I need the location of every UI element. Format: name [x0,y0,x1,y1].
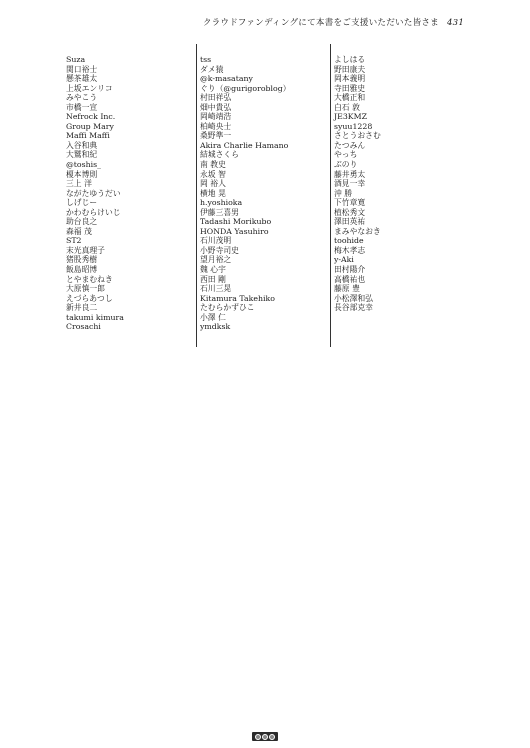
supporter-name: 澤田英祐 [334,217,366,227]
supporter-name: 永坂 智 [200,169,226,179]
supporter-name: 懸茶雄太 [66,74,98,84]
supporter-column-2 [200,55,291,332]
supporter-name: syuu1228 [334,121,373,131]
supporter-name: 助台良之 [66,217,98,227]
supporter-name: 横地 晃 [200,188,226,198]
supporter-name: 新井良二 [66,303,98,313]
supporter-name: @toshis_ [66,160,102,170]
supporter-name: JE3KMZ [334,112,368,122]
supporter-name: 榎本博則 [66,169,98,179]
supporter-name: えづらあつし [66,293,113,303]
supporter-name: しげじー [66,198,98,208]
supporter-name: さとうおさむ [334,131,381,141]
supporter-name: 岡本義明 [334,74,366,84]
supporter-name: h.yoshioka [200,198,243,208]
header-title: クラウドファンディングにて本書をご支援いただいた皆さま [202,18,439,28]
supporter-name: 藤井勇太 [334,169,366,179]
supporter-name: 岡 裕人 [200,179,226,189]
supporter-name: かわむらけいじ [66,207,121,217]
supporter-name: tss [200,55,212,64]
supporter-name: 結城さくら [200,150,239,160]
supporter-name: 田村陽介 [334,265,366,275]
supporter-name: 大鷲和紀 [66,150,98,160]
supporter-name: 西田 剛 [200,274,226,284]
supporter-name: toohide [334,236,364,246]
supporter-name: HONDA Yasuhiro [200,226,269,236]
supporter-name: 梅木孝志 [334,245,366,255]
column-divider [330,44,331,347]
supporter-name: 伊藤三喜男 [200,207,239,217]
creative-commons-license-icon [252,732,278,741]
supporter-name: 下竹章寛 [334,198,366,208]
supporter-name: Kitamura Takehiko [200,293,275,303]
supporter-name: よしはる [334,55,366,64]
supporter-name: 三上 洋 [66,179,92,189]
supporter-name: 石川茂明 [200,236,232,246]
supporter-name: やっち [334,150,358,160]
supporter-name: たつみん [334,140,366,150]
supporter-name: 野田康夫 [334,64,366,74]
supporter-name: y-Aki [334,255,354,265]
supporter-name: takumi kimura [66,312,124,322]
supporter-name: 末光真理子 [66,245,105,255]
supporter-name: 関口裕士 [66,64,98,74]
supporter-name: たむらかずひこ [200,303,255,313]
supporter-name: Crosachi [66,322,101,332]
supporter-name: 植松秀文 [334,207,366,217]
supporter-name: 寺田雅史 [334,83,366,93]
page-number: 431 [446,18,464,28]
supporter-name: 村田祥弘 [200,93,232,103]
supporter-column-1 [66,55,124,332]
supporter-name: 酒見一幸 [334,179,366,189]
supporter-name: Nefrock Inc. [66,112,116,122]
supporter-name: Suza [66,55,86,64]
supporter-name: @k-masatany [200,74,253,84]
supporter-name: ぶのり [334,160,358,170]
supporter-name: 望月裕之 [200,255,232,265]
supporter-name: 南 教史 [200,160,226,170]
cc-badge-dot [255,734,261,740]
supporter-name: 小澤 仁 [200,312,226,322]
supporter-name: 小松澤和弘 [334,293,373,303]
supporter-name: 入谷和典 [66,140,98,150]
supporter-name: 畑中貴弘 [200,102,232,112]
supporter-name: 小野寺司史 [200,245,239,255]
supporter-name: とやまむねき [66,274,113,284]
supporter-name: 飯島昭博 [66,265,98,275]
supporter-name: 市橋一宣 [66,102,98,112]
cc-badge-dot [269,734,275,740]
cc-badge-dot [262,734,268,740]
supporter-name: 高橋祐也 [334,274,366,284]
supporter-name: Maffi Maffi [66,131,110,141]
supporter-name: Tadashi Morikubo [200,217,272,227]
supporter-name: Akira Charlie Hamano [200,140,289,150]
supporter-name: ST2 [66,236,82,246]
supporter-name: ぐり（@gurigoroblog） [200,83,291,93]
supporter-name: 森福 茂 [66,226,92,236]
supporter-name: 藤原 豊 [334,284,360,294]
supporter-column-3 [334,55,381,313]
supporter-name: 長谷部克幸 [334,303,373,313]
supporter-name: 沖 勝 [334,188,353,198]
supporter-name: まみやなおき [334,226,381,236]
supporter-name: 石川三晃 [200,284,232,294]
supporter-name: ながたゆうだい [66,188,121,198]
column-divider [196,44,197,347]
supporter-name: 柏崎央士 [200,121,232,131]
supporter-name: 岡崎靖浩 [200,112,232,122]
supporter-name: みやこう [66,93,98,103]
supporter-name: 大橋正和 [334,93,366,103]
supporter-name: 猪股秀樹 [66,255,98,265]
supporter-name: 桑野準一 [200,131,232,141]
supporter-name: 大原慎一郎 [66,284,105,294]
running-header [203,16,464,28]
supporter-name: Group Mary [66,121,114,131]
supporter-name: ダメ猿 [200,64,224,74]
supporter-name: ymdksk [200,322,231,332]
supporter-name: 上坂エンリコ [66,83,113,93]
supporter-name: 白石 敦 [334,102,360,112]
supporter-name: 魏 心宇 [200,265,226,275]
